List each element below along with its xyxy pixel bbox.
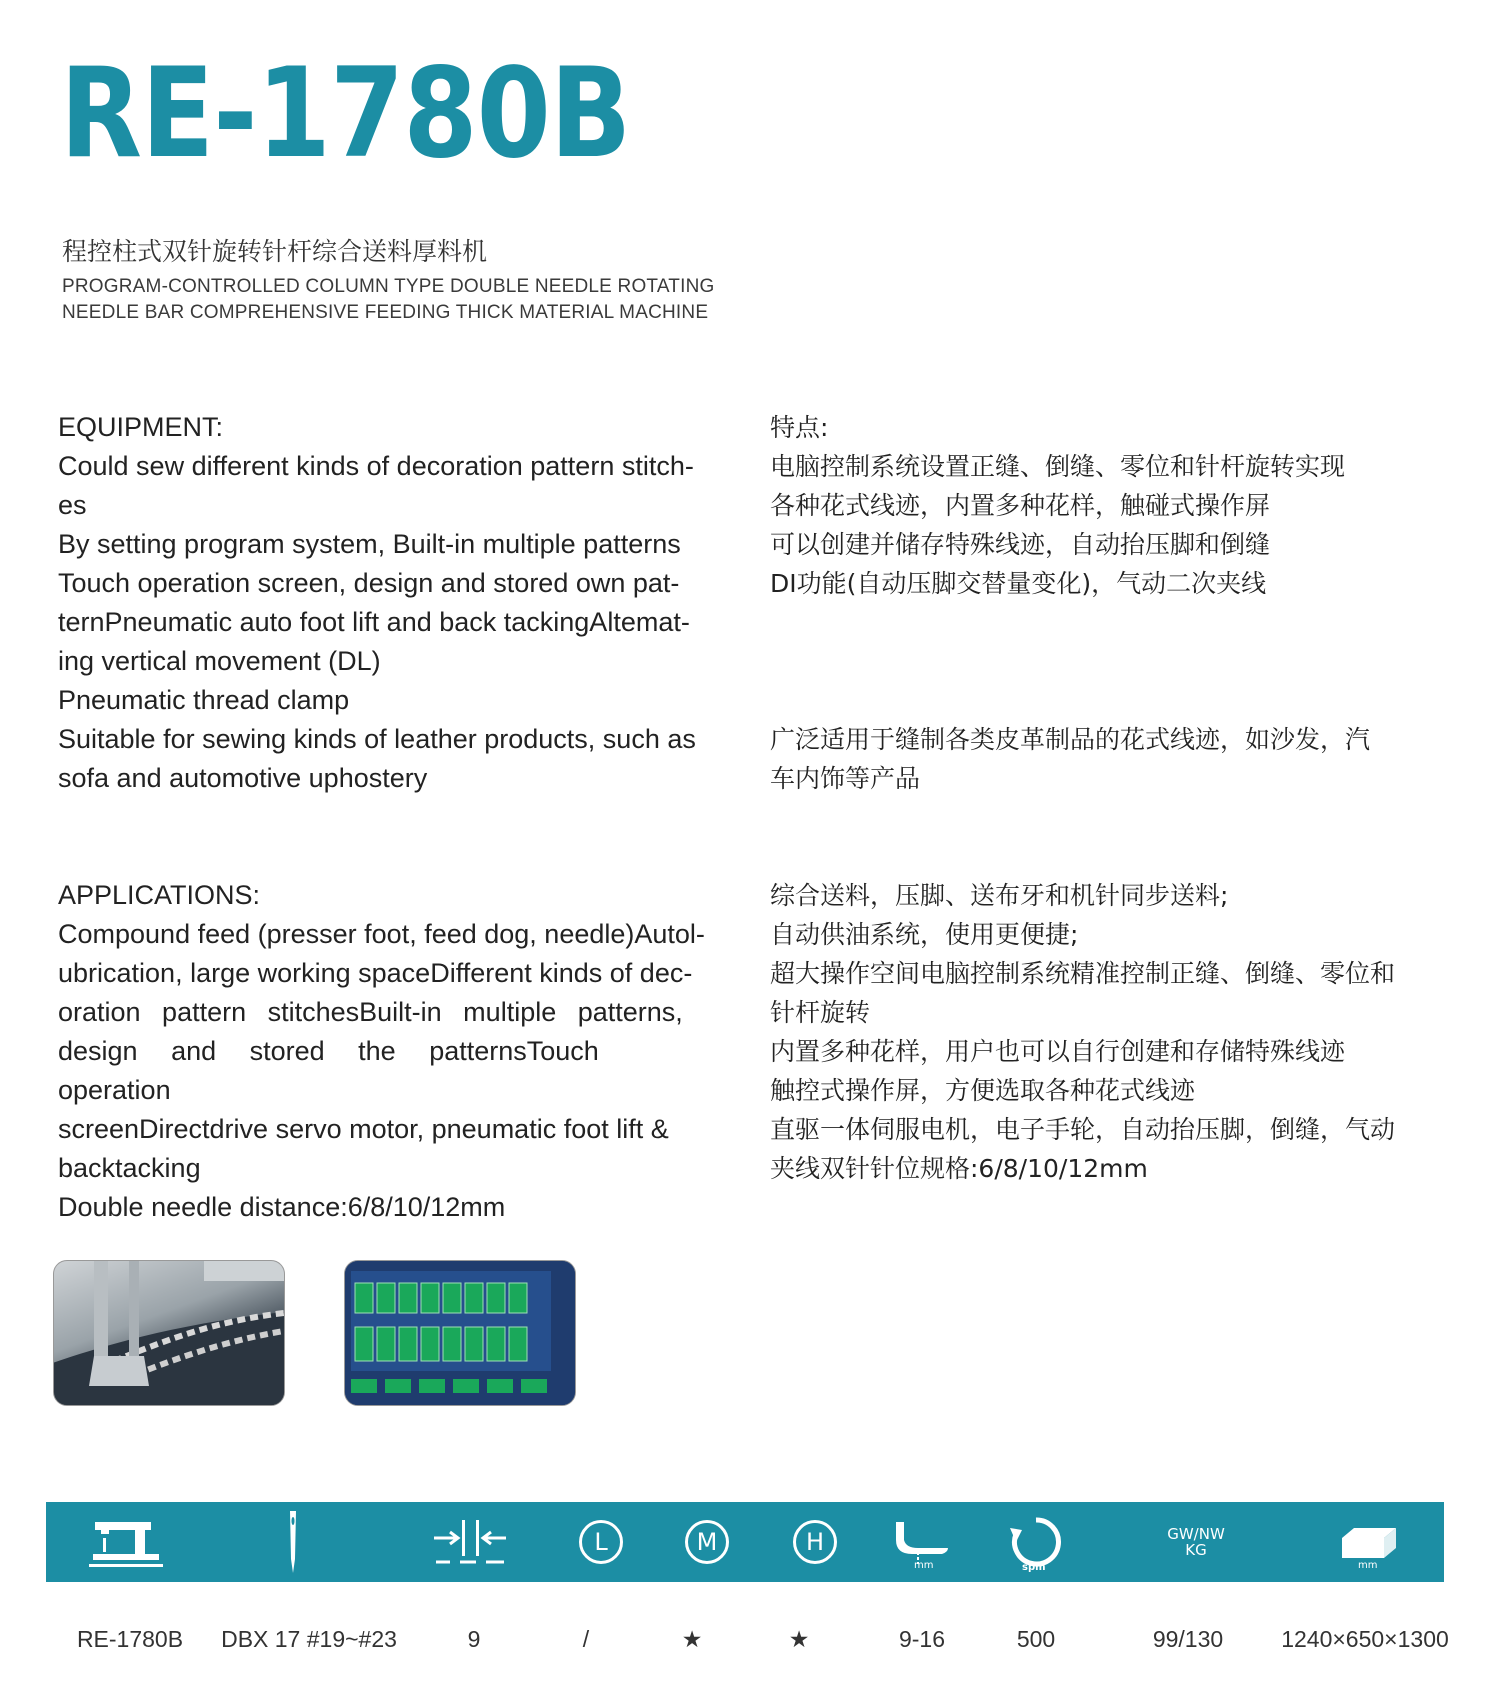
- value-lift: 9-16: [898, 1626, 946, 1652]
- equipment-line: Touch operation screen, design and stored own pat-: [58, 568, 680, 598]
- value-speed: 500: [1016, 1626, 1056, 1652]
- applications-cn-line: 夹线双针针位规格:6/8/10/12mm: [770, 1154, 1148, 1183]
- subtitle-chinese: 程控柱式双针旋转针杆综合送料厚料机: [62, 237, 488, 266]
- applications-line: Compound feed (presser foot, feed dog, needle)Autol-: [58, 919, 705, 949]
- dimensions-icon: [1334, 1502, 1404, 1582]
- applications-line: oration pattern stitchesBuilt-in multiple patterns,: [58, 997, 683, 1027]
- equipment-line: By setting program system, Built-in multiple patterns: [58, 529, 681, 559]
- stitching-photo-illustration: [54, 1261, 284, 1405]
- applications-cn-section: [770, 876, 1470, 1188]
- needle-icon: [278, 1502, 308, 1582]
- applications-line: design and stored the patternsTouch operation: [58, 1036, 599, 1105]
- light-material-icon: L: [566, 1502, 636, 1582]
- applications-line: ubrication, large working spaceDifferent kinds of dec-: [58, 958, 693, 988]
- presser-foot-lift-icon: [886, 1502, 958, 1582]
- stitching-photo: [53, 1260, 285, 1406]
- value-model: RE-1780B: [76, 1626, 184, 1652]
- touch-screen-photo: [344, 1260, 576, 1406]
- features-line: 电脑控制系统设置正缝、倒缝、零位和针杆旋转实现: [770, 452, 1346, 481]
- nw-label: NW: [1198, 1525, 1225, 1543]
- applications-line: screenDirectdrive servo motor, pneumatic foot lift &: [58, 1114, 669, 1144]
- applications-cn-line: 自动供油系统，使用更便捷;: [770, 920, 1079, 949]
- features-usage-line: 广泛适用于缝制各类皮革制品的花式线迹，如沙发，汽: [770, 725, 1371, 754]
- touch-screen-illustration: [345, 1261, 575, 1405]
- equipment-heading: EQUIPMENT:: [58, 412, 224, 442]
- model-title: RE-1780B: [60, 42, 631, 186]
- applications-cn-line: 内置多种花样，用户也可以自行创建和存储特殊线迹: [770, 1037, 1346, 1066]
- value-light: /: [582, 1626, 590, 1652]
- applications-cn-line: 直驱一体伺服电机，电子手轮，自动抬压脚，倒缝，气动: [770, 1115, 1396, 1144]
- equipment-line: es: [58, 490, 87, 520]
- features-line: DI功能(自动压脚交替量变化)，气动二次夹线: [770, 569, 1267, 598]
- heavy-material-icon: H: [780, 1502, 850, 1582]
- sewing-machine-icon: [86, 1502, 166, 1582]
- features-usage-line: 车内饰等产品: [770, 764, 921, 793]
- speed-icon: [1006, 1502, 1066, 1582]
- applications-line: backtacking: [58, 1153, 201, 1183]
- features-cn-usage: [770, 720, 1470, 798]
- spec-values-row: [0, 1626, 1500, 1666]
- applications-cn-line: 触控式操作屏，方便选取各种花式线迹: [770, 1076, 1196, 1105]
- value-size: 1240×650×1300: [1281, 1626, 1449, 1652]
- equipment-line: Pneumatic thread clamp: [58, 685, 350, 715]
- subtitle-english-line-2: NEEDLE BAR COMPREHENSIVE FEEDING THICK MATERIAL MACHINE: [62, 302, 709, 323]
- applications-cn-line: 针杆旋转: [770, 998, 871, 1027]
- weight-icon: GW/NW KG: [1167, 1525, 1225, 1559]
- equipment-line: sofa and automotive uphostery: [58, 763, 428, 793]
- features-line: 可以创建并储存特殊线迹，自动抬压脚和倒缝: [770, 530, 1271, 559]
- applications-cn-line: 超大操作空间电脑控制系统精准控制正缝、倒缝、零位和: [770, 959, 1396, 988]
- kg-label: KG: [1185, 1541, 1207, 1559]
- gw-label: GW: [1167, 1525, 1194, 1543]
- mm-label: mm: [914, 1560, 934, 1571]
- features-heading: 特点:: [770, 413, 829, 442]
- equipment-line: ternPneumatic auto foot lift and back tackingAltemat-: [58, 607, 690, 637]
- value-medium: ★: [681, 1626, 703, 1652]
- applications-heading: APPLICATIONS:: [58, 880, 261, 910]
- equipment-line: ing vertical movement (DL): [58, 646, 381, 676]
- value-stitch: 9: [467, 1626, 481, 1652]
- applications-line: Double needle distance:6/8/10/12mm: [58, 1192, 506, 1222]
- value-weight: 99/130: [1152, 1626, 1224, 1652]
- medium-material-icon: M: [672, 1502, 742, 1582]
- equipment-section: [58, 408, 742, 798]
- features-line: 各种花式线迹，内置多种花样，触碰式操作屏: [770, 491, 1271, 520]
- value-needle: DBX 17 #19~#23: [221, 1626, 397, 1652]
- equipment-line: Could sew different kinds of decoration pattern stitch-: [58, 451, 694, 481]
- applications-section: [58, 876, 742, 1227]
- value-heavy: ★: [788, 1626, 810, 1652]
- spm-label: spm: [1022, 1562, 1046, 1573]
- stitch-length-icon: [430, 1502, 510, 1582]
- spec-icon-bar: [46, 1502, 1444, 1582]
- subtitle-english-line-1: PROGRAM-CONTROLLED COLUMN TYPE DOUBLE NEEDLE ROTATING: [62, 276, 715, 297]
- features-cn-section: [770, 408, 1470, 603]
- mm-label-dimensions: mm: [1358, 1560, 1378, 1571]
- applications-cn-line: 综合送料，压脚、送布牙和机针同步送料;: [770, 881, 1229, 910]
- equipment-line: Suitable for sewing kinds of leather products, such as: [58, 724, 696, 754]
